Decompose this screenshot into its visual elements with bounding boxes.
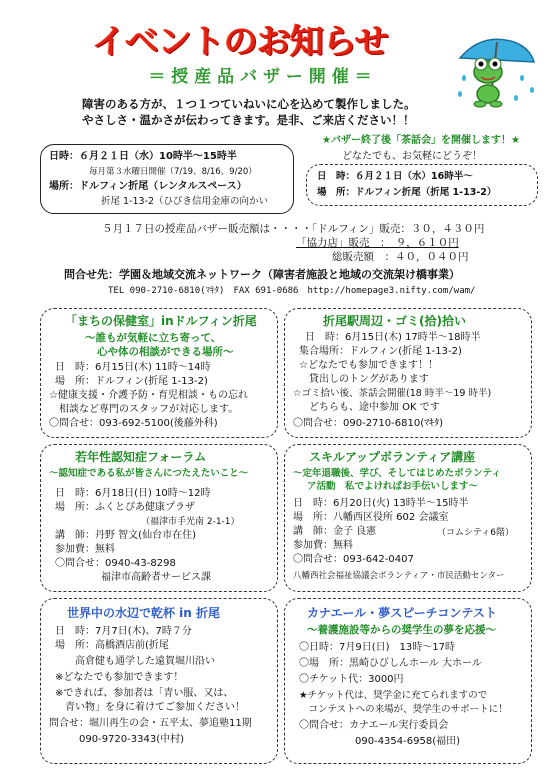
event-line: 〇問合せ：0940-43-8298 bbox=[55, 558, 176, 569]
event-title: スキルアップボランティア講座 bbox=[309, 450, 476, 464]
page-title: イベントのお知らせ bbox=[92, 22, 388, 62]
event-subtitle: 〜養護施設等からの奨学生の夢を応援〜 bbox=[307, 624, 496, 636]
event-line: 090-9720-3343(中村) bbox=[49, 734, 185, 745]
event-line: 参加費：無料 bbox=[55, 544, 115, 555]
bazaar-place: 場所：ドルフィン折尾（レンタルスペース） bbox=[49, 181, 247, 192]
bazaar-address: 折尾 1-13-2（ひびき信用金庫の向かい bbox=[101, 196, 269, 207]
event-line: 場 所：高橋酒店前(折尾 bbox=[55, 640, 169, 651]
event-line: どちらも、途中参加 OK です bbox=[299, 402, 440, 413]
event-line: ☆健康支援・介護予防・育児相談・もの忘れ bbox=[49, 390, 248, 401]
event-line: 高倉健も通学した遠賀堀川沿い bbox=[55, 656, 215, 667]
event-line: （コムシティ6階） bbox=[437, 528, 515, 538]
event-line: 〇日時：7月9日(日) 13時〜17時 bbox=[299, 642, 455, 653]
tea-party-place: 場 所：ドルフィン折尾（折尾 1-13-2） bbox=[317, 187, 497, 198]
event-title: 「まちの保健室」inドルフィン折尾 bbox=[65, 314, 257, 328]
event-line: 場 所：八幡西区役所 602 会議室 bbox=[293, 512, 449, 523]
event-line: 〇問合せ：093-692-5100(後藤外科) bbox=[49, 418, 218, 429]
sales-kyoryoku: 「協力店」販売 ： ９，６１０円 bbox=[296, 237, 459, 249]
event-line: 〇チケット代：3000円 bbox=[299, 674, 404, 685]
event-line: 〇問合せ：カナエール実行委員会 bbox=[299, 720, 449, 731]
event-line: 貸出しのトングがあります bbox=[299, 374, 429, 385]
event-line: 場 所：ふくとぴあ健康プラザ bbox=[55, 502, 195, 513]
event-subtitle: 心や体の相談ができる場所〜 bbox=[97, 346, 234, 358]
sales-total: 総販売額 ：４０，０４０円 bbox=[332, 251, 469, 263]
event-title: カナエール・夢スピーチコンテスト bbox=[307, 606, 497, 620]
event-line: 青い物」を身に着けてご参加ください！ bbox=[55, 702, 245, 713]
event-subtitle: 〜定年退職後、学び、そしてはじめたボランティ bbox=[293, 468, 501, 479]
bazaar-date: 日時：６月２１日（水）10時半〜15時半 bbox=[49, 151, 237, 162]
event-card-health bbox=[40, 308, 278, 438]
event-line: 〇場 所：黒崎ひびしんホール 大ホール bbox=[299, 658, 482, 669]
event-line: 相談など専門のスタッフが対応します。 bbox=[49, 404, 239, 415]
page-subtitle: ＝ 授 産 品 バ ザ ー 開 催 ＝ bbox=[148, 67, 372, 87]
event-line: 〇問合せ：090-2710-6810(ﾏｷﾀ) bbox=[293, 418, 444, 429]
sales-dolphin: ５月１７日の授産品バザー販売額は・・・・「ドルフィン」販売：３０，４３０円 bbox=[102, 223, 485, 235]
event-title: 世界中の水辺で乾杯 in 折尾 bbox=[67, 606, 221, 620]
event-line: ※どなたでも参加できます！ bbox=[55, 672, 184, 683]
bazaar-info-box bbox=[40, 144, 294, 214]
event-line: 講 師：金子 良憲 bbox=[293, 526, 377, 537]
event-line: 〇問合せ：093-642-0407 bbox=[293, 554, 414, 565]
event-line: ★チケット代は、奨学金に充てられますので bbox=[299, 690, 488, 701]
frog-umbrella-illustration bbox=[452, 28, 542, 110]
event-line: 090-4354-6958(福田) bbox=[355, 736, 461, 747]
event-line: 参加費：無料 bbox=[293, 540, 353, 551]
event-subtitle: 〜認知症である私が皆さんにつたえたいこと〜 bbox=[49, 468, 249, 479]
event-subtitle: 〜誰もが気軽に立ち寄って、 bbox=[85, 332, 222, 344]
event-card-cleanup bbox=[284, 308, 532, 438]
event-line: 八幡西社会福祉協議会ボランティア・市民活動センター bbox=[293, 571, 505, 581]
tea-party-title: ★バザー終了後「茶話会」を開催します！★ bbox=[322, 135, 520, 146]
event-card-speech-contest bbox=[284, 598, 532, 764]
event-title: 折尾駅周辺・ゴミ(拾)拾い bbox=[323, 314, 466, 328]
event-line: ※できれば、参加者は「青い服、又は、 bbox=[55, 688, 234, 699]
event-subtitle: ア活動 私でよければお手伝いします〜 bbox=[307, 481, 479, 492]
tea-party-date: 日 時：６月２１日（水）16時半〜 bbox=[317, 171, 473, 182]
contact-line-1: 問合せ先：学園＆地域交流ネットワーク（障害者施設と地域の交流架け橋事業） bbox=[64, 268, 460, 281]
tea-party-note: どなたでも、お気軽にどうぞ！ bbox=[342, 151, 482, 162]
contact-line-2: TEL 090-2710-6810(ﾏｷﾀ) FAX 691-0686 http://homepage3.nifty.com/wam/ bbox=[108, 286, 476, 296]
event-card-volunteer bbox=[284, 444, 532, 592]
event-line: 日 時：6月15日(木) 17時半〜18時半 bbox=[305, 332, 481, 343]
event-line: 講 師：丹野 智文(仙台市在住) bbox=[55, 530, 196, 541]
bazaar-schedule: 毎月第３水曜日開催（7/19、8/16、9/20） bbox=[89, 167, 257, 177]
event-line: ☆どなたでも参加できます！！ bbox=[299, 360, 438, 371]
event-line: ☆ゴミ拾い後、茶話会開催(18 時半〜19 時半) bbox=[293, 388, 492, 399]
event-line: 日 時：6月15日(木) 11時〜14時 bbox=[55, 362, 211, 373]
event-line: 日 時：6月20日(火) 13時半〜15時半 bbox=[293, 498, 469, 509]
event-line: 問合せ：堀川再生の会・五平太、夢追塾11期 bbox=[49, 718, 252, 729]
event-line: 日 時：7月7日(木)、7時７分 bbox=[55, 626, 192, 637]
event-card-dementia bbox=[40, 444, 278, 592]
event-line: （福津市手光南 2-1-1） bbox=[141, 517, 240, 527]
event-card-toast bbox=[40, 598, 278, 764]
tea-party-box bbox=[306, 164, 538, 206]
intro-line-1: 障害のある方が、１つ１つていねいに心を込めて製作しました。 bbox=[82, 97, 416, 111]
event-line: 福津市高齢者サービス課 bbox=[101, 572, 211, 583]
event-line: 場 所：ドルフィン(折尾 1-13-2) bbox=[55, 376, 208, 387]
intro-line-2: やさしさ・温かさが伝わってきます。是非、ご来店ください！！ bbox=[82, 113, 415, 127]
event-line: コンテストへの来場が、奨学生のサポートに！ bbox=[299, 704, 508, 715]
event-title: 若年性認知症フォーラム bbox=[75, 450, 207, 464]
event-line: 日 時：6月18日(日) 10時〜12時 bbox=[55, 488, 211, 499]
event-line: 集合場所：ドルフィン(折尾 1-13-2) bbox=[299, 346, 462, 357]
